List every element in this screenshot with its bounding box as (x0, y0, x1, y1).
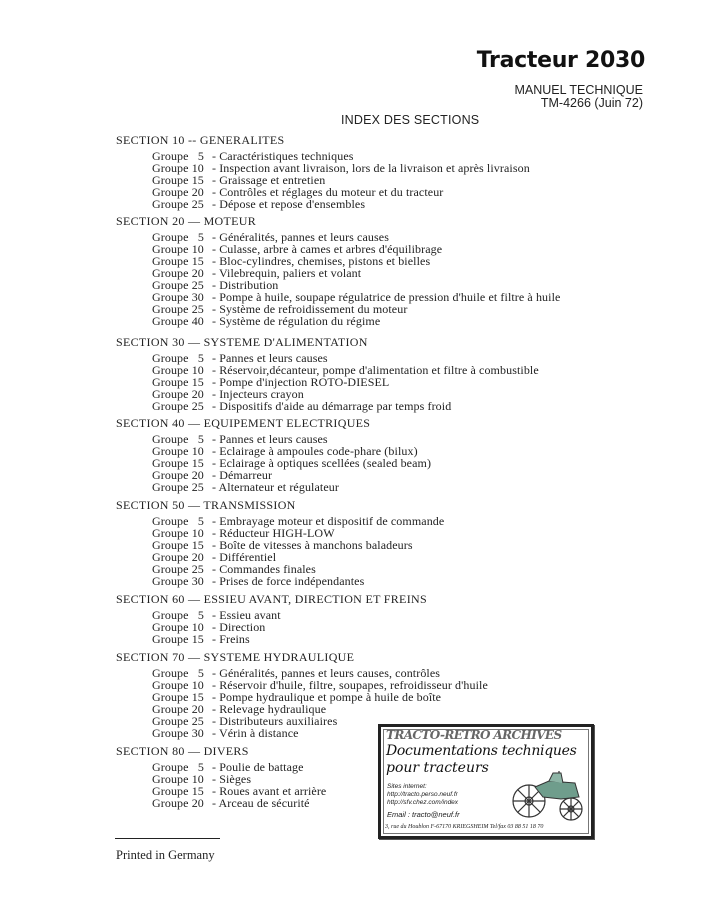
group-title: - Système de régulation du régime (212, 314, 381, 328)
section-title: SECTION 10 -- GENERALITES (116, 133, 285, 147)
group-title: - Démarreur (212, 468, 273, 482)
group-entry (152, 727, 299, 739)
group-title: - Dépose et repose d'ensembles (212, 197, 366, 211)
group-number: Groupe 5 (152, 432, 204, 446)
group-number: Groupe 5 (152, 351, 204, 365)
group-number: Groupe 20 (152, 796, 204, 810)
group-entry (152, 575, 364, 587)
group-entry (152, 797, 310, 809)
group-number: Groupe 5 (152, 230, 204, 244)
group-title: - Graissage et entretien (212, 173, 326, 187)
group-number: Groupe 10 (152, 526, 204, 540)
tractor-icon (509, 767, 589, 823)
section-title: SECTION 20 — MOTEUR (116, 214, 257, 228)
group-entry (152, 633, 250, 645)
group-number: Groupe 5 (152, 149, 204, 163)
group-number: Groupe 20 (152, 185, 204, 199)
group-number: Groupe 5 (152, 514, 204, 528)
group-title: - Eclairage à optiques scellées (sealed beam) (212, 456, 432, 470)
group-number: Groupe 10 (152, 161, 204, 175)
section-title: SECTION 80 — DIVERS (116, 744, 249, 758)
group-number: Groupe 10 (152, 772, 204, 786)
group-title: - Contrôles et réglages du moteur et du tracteur (212, 185, 444, 199)
group-number: Groupe 15 (152, 632, 204, 646)
group-title: - Commandes finales (212, 562, 316, 576)
section-title: SECTION 40 — EQUIPEMENT ELECTRIQUES (116, 416, 371, 430)
group-number: Groupe 15 (152, 375, 204, 389)
group-title: - Pompe hydraulique et pompe à huile de boîte (212, 690, 442, 704)
group-title: - Bloc-cylindres, chemises, pistons et bielles (212, 254, 431, 268)
group-number: Groupe 25 (152, 480, 204, 494)
group-entry (152, 315, 380, 327)
group-number: Groupe 15 (152, 456, 204, 470)
manual-reference (515, 84, 644, 110)
group-title: - Arceau de sécurité (212, 796, 310, 810)
group-number: Groupe 10 (152, 444, 204, 458)
stamp-sites-label: Sites internet: (387, 783, 427, 790)
group-number: Groupe 20 (152, 468, 204, 482)
group-number: Groupe 25 (152, 562, 204, 576)
group-number: Groupe 20 (152, 702, 204, 716)
group-title: - Généralités, pannes et leurs causes (212, 230, 389, 244)
group-number: Groupe 5 (152, 666, 204, 680)
group-number: Groupe 25 (152, 302, 204, 316)
group-number: Groupe 10 (152, 678, 204, 692)
group-title: - Relevage hydraulique (212, 702, 327, 716)
footer-rule (115, 838, 220, 839)
stamp-email: Email : tracto@neuf.fr (387, 810, 460, 819)
group-title: - Pannes et leurs causes (212, 432, 328, 446)
manual-number: TM-4266 (Juin 72) (540, 96, 643, 110)
group-number: Groupe 5 (152, 608, 204, 622)
group-number: Groupe 40 (152, 314, 204, 328)
group-title: - Dispositifs d'aide au démarrage par temps froid (212, 399, 452, 413)
group-title: - Embrayage moteur et dispositif de commande (212, 514, 445, 528)
group-number: Groupe 15 (152, 690, 204, 704)
group-number: Groupe 5 (152, 760, 204, 774)
group-entry (152, 198, 365, 210)
group-entry (152, 481, 339, 493)
group-number: Groupe 10 (152, 242, 204, 256)
group-number: Groupe 20 (152, 266, 204, 280)
group-title: - Système de refroidissement du moteur (212, 302, 408, 316)
group-title: - Injecteurs crayon (212, 387, 304, 401)
group-entry (152, 400, 451, 412)
group-number: Groupe 20 (152, 550, 204, 564)
group-title: - Eclairage à ampoules code-phare (bilux) (212, 444, 418, 458)
section-title: SECTION 60 — ESSIEU AVANT, DIRECTION ET FREINS (116, 592, 427, 606)
group-title: - Inspection avant livraison, lors de la livraison et après livraison (212, 161, 530, 175)
stamp-title: TRACTO-RETRO ARCHIVES (386, 728, 562, 742)
group-title: - Prises de force indépendantes (212, 574, 365, 588)
group-title: - Généralités, pannes et leurs causes, contrôles (212, 666, 441, 680)
group-title: - Boîte de vitesses à manchons baladeurs (212, 538, 413, 552)
section-title: SECTION 50 — TRANSMISSION (116, 498, 296, 512)
group-title: - Culasse, arbre à cames et arbres d'équilibrage (212, 242, 443, 256)
group-title: - Pompe à huile, soupape régulatrice de pression d'huile et filtre à huile (212, 290, 561, 304)
group-number: Groupe 15 (152, 538, 204, 552)
stamp-tagline-2: pour tracteurs (386, 760, 489, 776)
group-title: - Pannes et leurs causes (212, 351, 328, 365)
group-number: Groupe 30 (152, 574, 204, 588)
group-number: Groupe 15 (152, 254, 204, 268)
group-title: - Distributeurs auxiliaires (212, 714, 338, 728)
group-title: - Pompe d'injection ROTO-DIESEL (212, 375, 390, 389)
group-title: - Distribution (212, 278, 279, 292)
document-title: Tracteur 2030 (476, 48, 645, 73)
group-number: Groupe 20 (152, 387, 204, 401)
group-title: - Sièges (212, 772, 252, 786)
group-number: Groupe 15 (152, 784, 204, 798)
group-number: Groupe 25 (152, 278, 204, 292)
group-number: Groupe 30 (152, 290, 204, 304)
group-title: - Réservoir d'huile, filtre, soupapes, refroidisseur d'huile (212, 678, 488, 692)
group-title: - Alternateur et régulateur (212, 480, 339, 494)
tracto-retro-stamp (378, 724, 594, 839)
section-title: SECTION 30 — SYSTEME D'ALIMENTATION (116, 335, 368, 349)
manual-type: MANUEL TECHNIQUE (514, 83, 643, 97)
group-number: Groupe 10 (152, 620, 204, 634)
group-title: - Réservoir,décanteur, pompe d'alimentation et filtre à combustible (212, 363, 539, 377)
section-title: SECTION 70 — SYSTEME HYDRAULIQUE (116, 650, 355, 664)
group-title: - Différentiel (212, 550, 277, 564)
group-title: - Caractéristiques techniques (212, 149, 354, 163)
group-title: - Poulie de battage (212, 760, 304, 774)
printed-in: Printed in Germany (116, 848, 215, 862)
group-number: Groupe 30 (152, 726, 204, 740)
group-title: - Direction (212, 620, 266, 634)
group-title: - Vilebrequin, paliers et volant (212, 266, 362, 280)
group-number: Groupe 10 (152, 363, 204, 377)
group-title: - Freins (212, 632, 250, 646)
group-title: - Réducteur HIGH-LOW (212, 526, 335, 540)
group-number: Groupe 25 (152, 399, 204, 413)
group-title: - Essieu avant (212, 608, 281, 622)
group-title: - Roues avant et arrière (212, 784, 327, 798)
group-number: Groupe 25 (152, 197, 204, 211)
group-number: Groupe 15 (152, 173, 204, 187)
group-entry (152, 162, 530, 174)
stamp-site-2: http://sfv.chez.com/index (387, 799, 459, 806)
index-heading: INDEX DES SECTIONS (341, 113, 480, 127)
stamp-site-1: http://tracto.perso.neuf.fr (387, 791, 458, 798)
stamp-address: 3, rue du Houblon F-67170 KRIEGSHEIM Tel/fax 03 88 51 18 70 (385, 824, 544, 830)
group-title: - Vérin à distance (212, 726, 299, 740)
group-number: Groupe 25 (152, 714, 204, 728)
stamp-tagline-1: Documentations techniques (386, 743, 577, 759)
